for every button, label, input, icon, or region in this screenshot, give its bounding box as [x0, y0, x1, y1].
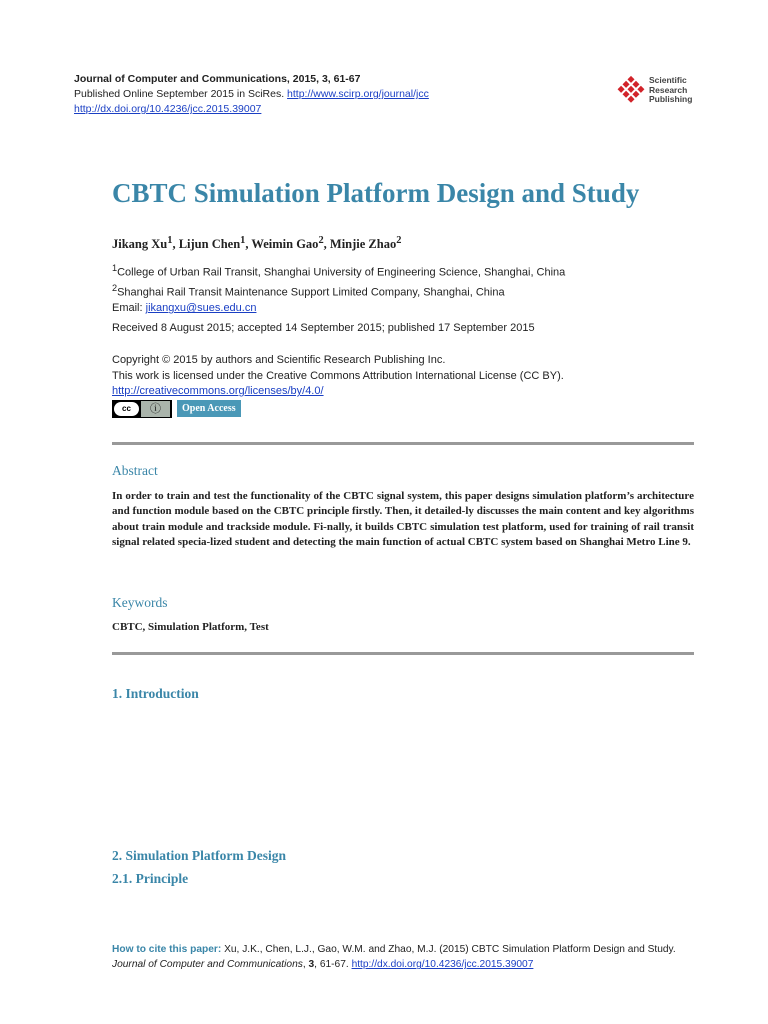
citation-block: How to cite this paper: Xu, J.K., Chen, L.J., Gao, W.M. and Zhao, M.J. (2015) CBTC Simulation Platform Design and Study. Journal of Computer and Communications, 3, 61-67. http://dx.doi.org/10.4236/jcc.2015.39007 [112, 944, 676, 971]
journal-link[interactable]: http://www.scirp.org/journal/jcc [287, 88, 429, 100]
affiliations [112, 261, 565, 317]
scirp-logo [615, 74, 695, 108]
affiliation-1: $^1$College of Urban Rail Transit, Shanghai University of Engineering Science, Shanghai, China [112, 263, 566, 279]
divider [112, 652, 694, 655]
keywords-heading: Keywords [112, 595, 168, 610]
license-link[interactable]: http://creativecommons.org/licenses/by/4.0/ [112, 385, 324, 397]
publication-dates: Received 8 August 2015; accepted 14 September 2015; published 17 September 2015 [112, 322, 535, 334]
abstract-text: In order to train and test the functionality of the CBTC signal system, this paper designs simulation platform’s architecture and function module based on the CBTC principle firstly. Then, it detailed-ly discusses the main content and key algorithms about train module and trackside module. Fi-nally, it builds CBTC simulation test platform, used for training of rail transit signal related specia-lized student and detecting the main function of actual CBTC system based on Shanghai Metro Line 9. [112, 490, 694, 548]
citation-label: How to cite this paper: [112, 944, 225, 955]
author: Jikang Xu$^1$, [112, 235, 179, 252]
logo-text-2: Research [649, 84, 688, 95]
journal-header [74, 72, 429, 117]
author: Weimin Gao$^2$, [251, 235, 330, 252]
section-introduction: 1. Introduction [112, 686, 199, 701]
citation-doi-link[interactable]: http://dx.doi.org/10.4236/jcc.2015.39007 [351, 959, 534, 971]
journal-line: Journal of Computer and Communications, 2015, 3, 61-67 [74, 73, 361, 85]
logo-text-1: Scientific [649, 75, 687, 85]
attribution-icon: ⓘ [141, 401, 170, 417]
citation-journal: Journal of Computer and Communications [112, 959, 303, 971]
citation-text: Xu, J.K., Chen, L.J., Gao, W.M. and Zhao, M.J. (2015) CBTC Simulation Platform Design and Study. [224, 944, 676, 955]
open-access-badge: Open Access [177, 400, 241, 417]
doi-link[interactable]: http://dx.doi.org/10.4236/jcc.2015.39007 [74, 103, 262, 115]
author-list [112, 235, 401, 252]
affiliation-2: $^2$Shanghai Rail Transit Maintenance Support Limited Company, Shanghai, China [112, 283, 505, 299]
scirp-logo-icon [615, 74, 647, 106]
published-line: Published Online September 2015 in SciRes. http://www.scirp.org/journal/jcc [74, 88, 429, 100]
copyright-block [112, 353, 564, 400]
cc-icon: cc [114, 402, 139, 416]
citation-volume: 3 [308, 959, 315, 971]
email-link[interactable]: jikangxu@sues.edu.cn [145, 302, 257, 315]
cc-by-badge[interactable] [112, 400, 172, 418]
subsection-principle: 2.1. Principle [112, 871, 189, 886]
email-line: Email: jikangxu@sues.edu.cn [112, 302, 257, 315]
abstract-heading: Abstract [112, 463, 158, 478]
keywords-text: CBTC, Simulation Platform, Test [112, 621, 269, 633]
license-line: This work is licensed under the Creative Commons Attribution International License (CC BY). [112, 369, 564, 382]
author: Lijun Chen$^1$, [178, 235, 252, 252]
paper-title: CBTC Simulation Platform Design and Study [112, 178, 640, 208]
section-platform-design: 2. Simulation Platform Design [112, 848, 286, 863]
author: Minjie Zhao$^2$ [329, 235, 402, 252]
copyright-line: Copyright © 2015 by authors and Scientific Research Publishing Inc. [112, 354, 446, 366]
divider [112, 442, 694, 445]
logo-text-3: Publishing [649, 94, 693, 104]
